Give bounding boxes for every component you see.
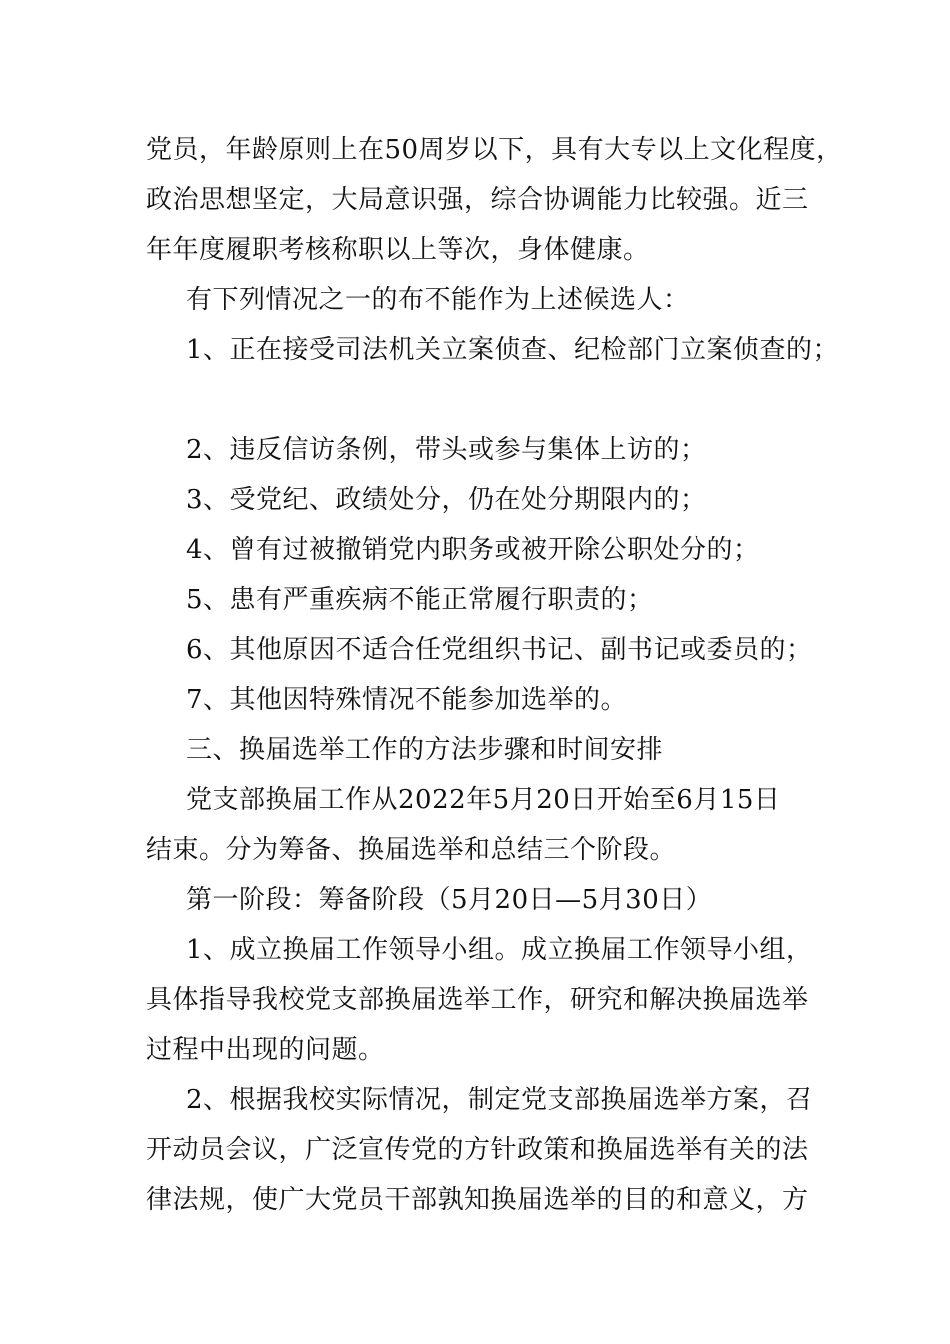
text-line: 政治思想坚定，大局意识强，综合协调能力比较强。近三 <box>146 185 809 215</box>
text-line: 具体指导我校党支部换届选举工作，研究和解决换届选举 <box>146 985 809 1015</box>
stage-heading: 第一阶段：筹备阶段（5月20日—5月30日） <box>186 885 713 915</box>
text-line: 有下列情况之一的布不能作为上述候选人： <box>186 285 690 315</box>
text-line: 开动员会议，广泛宣传党的方针政策和换届选举有关的法 <box>146 1135 809 1165</box>
text-line: 党员，年龄原则上在50周岁以下，具有大专以上文化程度， <box>146 135 843 165</box>
section-heading: 三、换届选举工作的方法步骤和时间安排 <box>186 735 664 765</box>
list-item: 2、根据我校实际情况，制定党支部换届选举方案，召 <box>186 1085 813 1115</box>
text-line: 律法规，使广大党员干部孰知换届选举的目的和意义，方 <box>146 1185 809 1215</box>
text-line: 党支部换届工作从2022年5月20日开始至6月15日 <box>186 785 781 815</box>
list-item: 1、成立换届工作领导小组。成立换届工作领导小组， <box>186 935 813 965</box>
text-line: 结束。分为筹备、换届选举和总结三个阶段。 <box>146 835 677 865</box>
list-item: 2、违反信访条例，带头或参与集体上访的； <box>186 435 707 465</box>
list-item: 6、其他原因不适合任党组织书记、副书记或委员的； <box>186 635 813 665</box>
list-item: 7、其他因特殊情况不能参加选举的。 <box>186 685 628 715</box>
text-line: 年年度履职考核称职以上等次，身体健康。 <box>146 235 650 265</box>
list-item: 3、受党纪、政绩处分，仍在处分期限内的； <box>186 485 707 515</box>
text-line: 过程中出现的问题。 <box>146 1035 385 1065</box>
list-item: 5、患有严重疾病不能正常履行职责的； <box>186 585 654 615</box>
list-item: 4、曾有过被撤销党内职务或被开除公职处分的； <box>186 535 760 565</box>
list-item: 1、正在接受司法机关立案侦查、纪检部门立案侦查的； <box>186 335 840 365</box>
